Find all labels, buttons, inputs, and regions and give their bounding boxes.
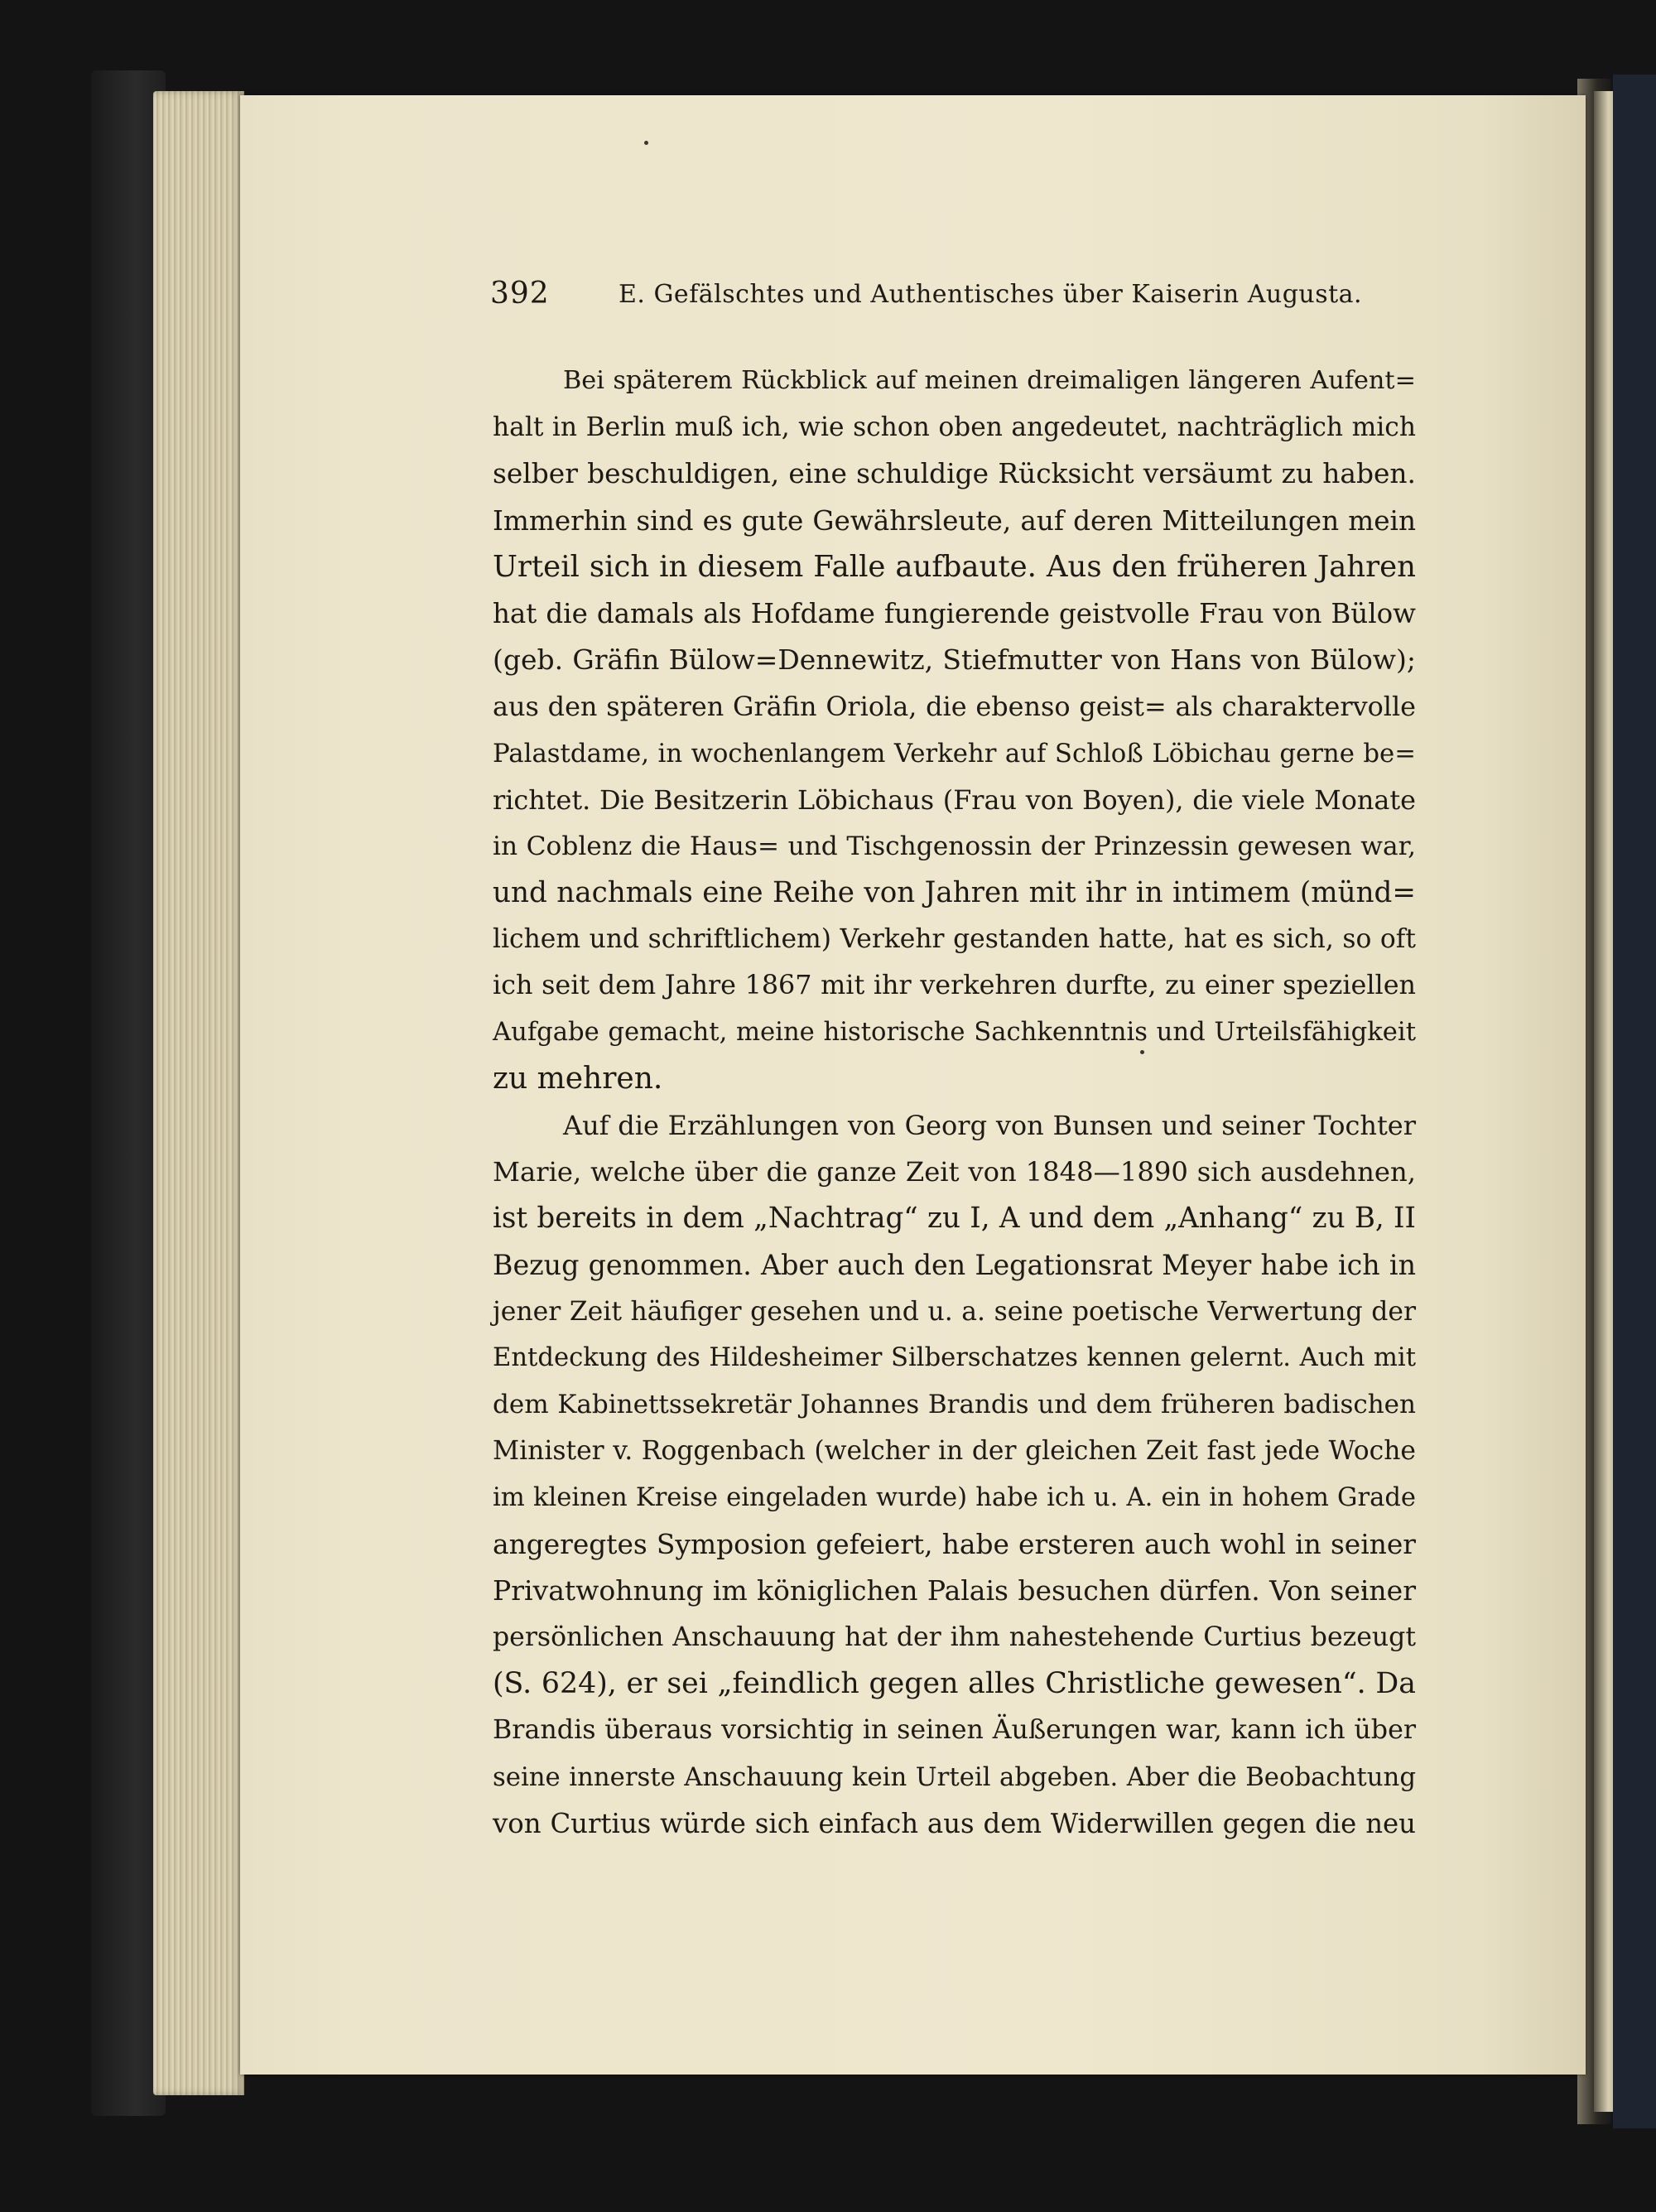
text-line: Minister v. Roggenbach (welcher in der gleichen Zeit fast jede Woche	[493, 1436, 1416, 1467]
text-line: in Coblenz die Haus= und Tischgenossin der Prinzessin gewesen war,	[493, 831, 1416, 861]
text-line: Entdeckung des Hildesheimer Silberschatzes kennen gelernt. Auch mit	[493, 1342, 1416, 1372]
text-line: aus den späteren Gräfin Oriola, die ebenso geist= als charaktervolle	[493, 691, 1416, 723]
book-cover-right	[1613, 75, 1656, 2128]
text-line: (geb. Gräfin Bülow=Dennewitz, Stiefmutter von Hans von Bülow);	[493, 643, 1416, 677]
text-line: Marie, welche über die ganze Zeit von 1848—1890 sich ausdehnen,	[493, 1156, 1416, 1188]
text-line: dem Kabinettssekretär Johannes Brandis und dem früheren badischen	[493, 1390, 1416, 1420]
text-line: Bezug genommen. Aber auch den Legationsrat Meyer habe ich in	[493, 1248, 1416, 1281]
text-line: ist bereits in dem „Nachtrag“ zu I, A und dem „Anhang“ zu B, II	[493, 1202, 1416, 1236]
page-speck	[644, 141, 648, 145]
text-line: Immerhin sind es gute Gewährsleute, auf deren Mitteilungen mein	[493, 504, 1416, 537]
next-page-edge	[1594, 91, 1615, 2112]
running-header	[490, 277, 1418, 318]
page-edges	[153, 91, 244, 2095]
text-line: selber beschuldigen, eine schuldige Rücksicht versäumt zu haben.	[493, 458, 1416, 490]
text-line: im kleinen Kreise eingeladen wurde) habe ich u. A. ein in hohem Grade	[493, 1482, 1416, 1512]
text-line: hat die damals als Hofdame fungierende geistvolle Frau von Bülow	[493, 597, 1416, 629]
text-line: lichem und schriftlichem) Verkehr gestanden hatte, hat es sich, so oft	[493, 924, 1416, 955]
text-line: Privatwohnung im königlichen Palais besuchen dürfen. Von seiner	[493, 1573, 1416, 1607]
text-line: richtet. Die Besitzerin Löbichaus (Frau von Boyen), die viele Monate	[493, 783, 1416, 816]
text-line: Palastdame, in wochenlangem Verkehr auf Schloß Löbichau gerne be=	[493, 738, 1416, 769]
text-line: Brandis überaus vorsichtig in seinen Äußerungen war, kann ich über	[493, 1715, 1416, 1746]
text-line: seine innerste Anschauung kein Urteil abgeben. Aber die Beobachtung	[493, 1761, 1416, 1792]
text-line: (S. 624), er sei „feindlich gegen alles Christliche gewesen“. Da	[493, 1667, 1416, 1701]
running-title: E. Gefälschtes und Authentisches über Kaiserin Augusta.	[619, 280, 1363, 309]
text-line: Urteil sich in diesem Falle aufbaute. Aus den früheren Jahren	[493, 549, 1416, 584]
text-line: angeregtes Symposion gefeiert, habe ersteren auch wohl in seiner	[493, 1528, 1416, 1560]
text-line: zu mehren.	[493, 1061, 663, 1096]
text-line: ich seit dem Jahre 1867 mit ihr verkehren durfte, zu einer speziellen	[493, 970, 1416, 1001]
body-text	[493, 358, 1416, 1847]
text-line: von Curtius würde sich einfach aus dem Widerwillen gegen die neu	[493, 1807, 1416, 1839]
text-line: persönlichen Anschauung hat der ihm nahestehende Curtius bezeugt	[493, 1622, 1416, 1653]
text-line: Aufgabe gemacht, meine historische Sachkenntnis und Urteilsfähigkeit	[493, 1017, 1416, 1047]
text-line: halt in Berlin muß ich, wie schon oben angedeutet, nachträglich mich	[493, 412, 1416, 443]
text-line: Bei späterem Rückblick auf meinen dreimaligen längeren Aufent=	[563, 366, 1416, 395]
text-line: und nachmals eine Reihe von Jahren mit ihr in intimem (münd=	[493, 876, 1416, 910]
text-line: Auf die Erzählungen von Georg von Bunsen und seiner Tochter	[563, 1110, 1416, 1141]
text-line: jener Zeit häufiger gesehen und u. a. seine poetische Verwertung der	[493, 1296, 1416, 1327]
page-number: 392	[490, 277, 550, 311]
